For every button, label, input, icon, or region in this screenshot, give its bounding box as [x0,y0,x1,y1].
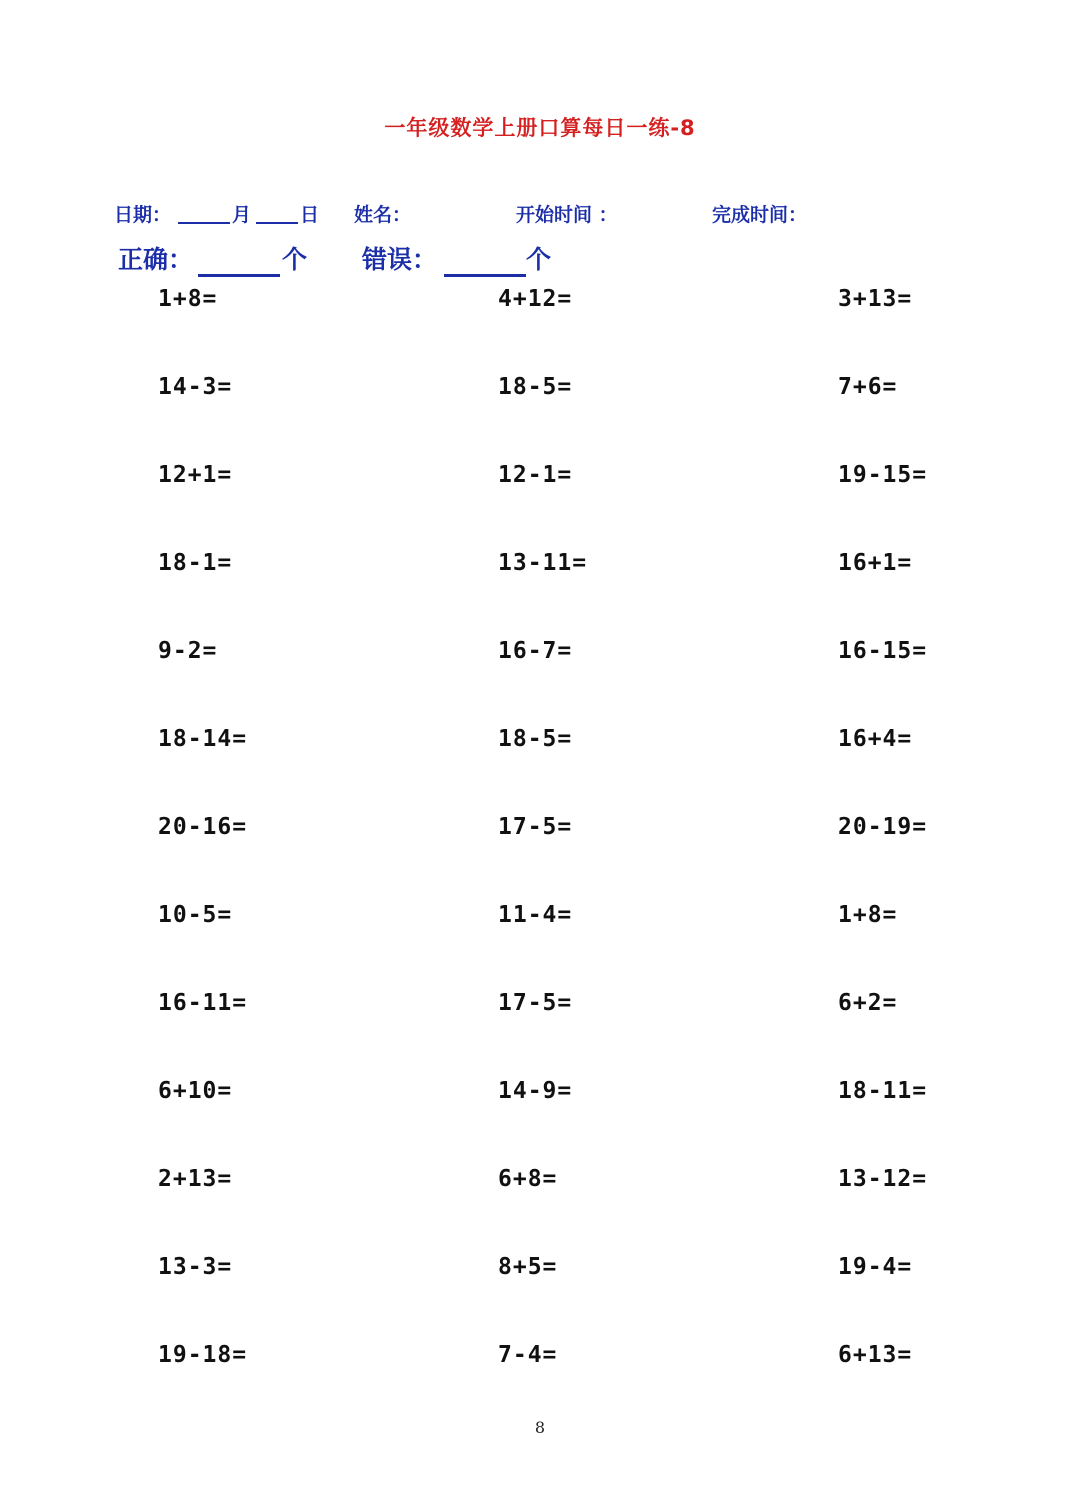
problem-item: 13-3= [158,1254,233,1280]
problem-item: 3+13= [838,286,913,312]
problem-item: 18-5= [498,374,573,400]
problem-item: 20-19= [838,814,928,840]
month-label: 月 [232,204,252,226]
correct-unit: 个 [282,245,308,274]
page-number: 8 [534,1418,546,1437]
worksheet-title: 一年级数学上册口算每日一练-8 [384,116,696,140]
problem-item: 7+6= [838,374,898,400]
problem-item: 17-5= [498,990,573,1016]
day-label: 日 [300,204,320,226]
wrong-blank[interactable] [444,240,526,277]
wrong-label: 错误： [362,245,438,274]
problem-item: 2+13= [158,1166,233,1192]
day-blank[interactable] [256,200,298,224]
problem-item: 6+13= [838,1342,913,1368]
start-time-label: 开始时间 ： [516,204,618,226]
problem-item: 14-3= [158,374,233,400]
date-label: 日期： [114,204,172,226]
finish-time-label: 完成时间： [712,204,808,226]
name-label: 姓名： [354,204,412,226]
correct-label: 正确： [118,245,194,274]
problem-item: 11-4= [498,902,573,928]
problem-item: 8+5= [498,1254,558,1280]
problem-item: 6+2= [838,990,898,1016]
problem-item: 20-16= [158,814,248,840]
problem-item: 17-5= [498,814,573,840]
problem-item: 12-1= [498,462,573,488]
problem-item: 16+1= [838,550,913,576]
problem-item: 1+8= [158,286,218,312]
problem-item: 19-15= [838,462,928,488]
problem-item: 16-15= [838,638,928,664]
problem-item: 6+10= [158,1078,233,1104]
problem-item: 18-11= [838,1078,928,1104]
month-blank[interactable] [178,200,230,224]
problem-item: 1+8= [838,902,898,928]
problem-item: 16-7= [498,638,573,664]
problem-item: 18-5= [498,726,573,752]
problem-item: 12+1= [158,462,233,488]
problem-item: 14-9= [498,1078,573,1104]
problem-item: 4+12= [498,286,573,312]
correct-blank[interactable] [198,240,280,277]
problem-item: 18-14= [158,726,248,752]
problem-item: 19-4= [838,1254,913,1280]
problem-item: 18-1= [158,550,233,576]
problem-item: 16-11= [158,990,248,1016]
problem-item: 16+4= [838,726,913,752]
problem-item: 13-12= [838,1166,928,1192]
problem-item: 10-5= [158,902,233,928]
problem-item: 19-18= [158,1342,248,1368]
problem-item: 6+8= [498,1166,558,1192]
problem-item: 7-4= [498,1342,558,1368]
wrong-unit: 个 [526,245,552,274]
problem-item: 13-11= [498,550,588,576]
problem-item: 9-2= [158,638,218,664]
